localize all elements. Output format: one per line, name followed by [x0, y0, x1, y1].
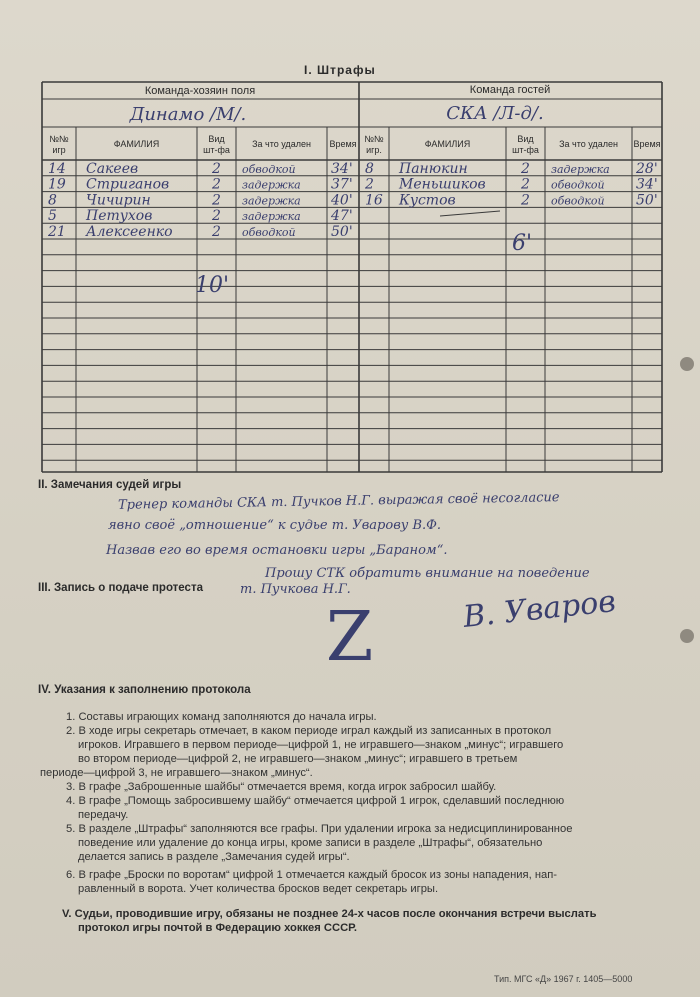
away-penalty-time: 28' — [636, 160, 658, 177]
home-penalty-name: Стриганов — [86, 176, 170, 193]
instruction-line: передачу. — [78, 809, 129, 821]
instruction-line: равленный в ворота. Учет количества бросков ведет секретарь игры. — [78, 883, 439, 895]
home-penalty-reason: задержка — [242, 178, 301, 192]
home-penalty-time: 47' — [331, 208, 353, 225]
away-penalty-number: 8 — [365, 160, 374, 177]
away-penalty-total: 6' — [511, 231, 533, 256]
instruction-line: во втором периоде—цифрой 2, не игравшего—знаком „минус“; игравшего в третьем — [78, 753, 518, 765]
home-penalty-time: 37' — [331, 176, 353, 193]
section2-title: II. Замечания судей игры — [38, 479, 182, 491]
away-penalty-number: 16 — [365, 192, 383, 209]
away-penalty-reason: обводкой — [551, 194, 605, 208]
away-col-header: игр. — [366, 145, 382, 155]
home-penalty-name: Петухов — [86, 208, 153, 225]
home-penalty-reason: задержка — [242, 210, 301, 224]
home-penalty-time: 34' — [331, 160, 353, 177]
home-penalty-number: 8 — [48, 192, 57, 209]
home-penalty-number: 14 — [48, 160, 66, 177]
home-penalty-name: Чичирин — [86, 192, 151, 209]
home-col-header: шт-фа — [203, 145, 230, 155]
section1-title: I. Штрафы — [304, 63, 376, 77]
home-col-header: игр — [52, 145, 66, 155]
protest-mark: Z — [326, 598, 374, 677]
home-penalty-reason: обводкой — [242, 226, 296, 239]
away-penalty-type: 2 — [521, 160, 530, 177]
away-penalty-time: 50' — [636, 192, 658, 209]
away-penalty-type: 2 — [521, 192, 530, 209]
home-col-header: №№ — [49, 134, 69, 144]
instruction-line: делается запись в разделе „Замечания судей игры“. — [78, 851, 350, 863]
away-penalty-name: Панюкин — [399, 160, 468, 177]
away-penalty-name: Кустов — [399, 192, 456, 209]
away-col-header: Вид — [517, 134, 534, 144]
home-penalty-type: 2 — [212, 192, 221, 209]
away-col-header: ФАМИЛИЯ — [424, 139, 471, 149]
home-penalty-number: 19 — [48, 176, 66, 193]
home-penalty-time: 40' — [331, 192, 353, 209]
home-penalty-type: 2 — [212, 224, 221, 240]
remark-line: явно своё „отношение“ к судье т. Уварову В.Ф. — [108, 518, 442, 533]
home-penalty-name: Сакеев — [86, 160, 139, 177]
home-penalty-type: 2 — [212, 176, 221, 193]
printer-imprint: Тип. МГС «Д» 1967 г. 1405—5000 — [494, 974, 633, 984]
away-col-header: шт-фа — [512, 145, 539, 155]
home-penalty-name: Алексеенко — [86, 224, 173, 240]
instruction-line: периоде—цифрой 3, не игравшего—знаком „минус“. — [40, 767, 313, 779]
away-team-name: СКА /Л-д/. — [446, 103, 544, 124]
home-col-header: Время — [329, 139, 357, 149]
home-penalty-number: 5 — [48, 208, 57, 225]
remark-line: т. Пучкова Н.Г. — [240, 582, 351, 597]
away-col-header: Время — [633, 139, 661, 149]
remark-line: Тренер команды СКА т. Пучков Н.Г. выражая своё несогласие — [117, 490, 560, 513]
home-team-name: Динамо /М/. — [129, 104, 247, 125]
instruction-line: поведение или удаление до конца игры, кроме записи в разделе „Штрафы“, обязательно — [78, 837, 543, 849]
remark-line: Прошу СТК обратить внимание на поведение — [265, 566, 590, 581]
away-penalty-name: Меньшиков — [399, 176, 486, 193]
away-col-header: За что удален — [559, 139, 618, 149]
home-penalty-time: 50' — [331, 224, 353, 240]
home-penalty-type: 2 — [212, 160, 221, 177]
instruction-line: 3. В графе „Заброшенные шайбы“ отмечается время, когда игрок забросил шайбу. — [66, 781, 497, 793]
section5-line: протокол игры почтой в Федерацию хоккея СССР. — [78, 922, 358, 934]
instruction-line: 1. Составы играющих команд заполняются до начала игры. — [66, 711, 377, 723]
home-penalty-reason: задержка — [242, 194, 301, 208]
away-penalty-type: 2 — [521, 176, 530, 193]
away-penalty-reason: обводкой — [551, 178, 605, 192]
home-penalty-reason: обводкой — [242, 162, 296, 176]
instruction-line: 4. В графе „Помощь забросившему шайбу“ отмечается цифрой 1 игрок, сделавший последнюю — [66, 795, 565, 807]
away-penalty-time: 34' — [636, 176, 658, 193]
away-penalty-reason: задержка — [551, 162, 610, 176]
section3-title: III. Запись о подаче протеста — [38, 582, 203, 594]
away-col-header: №№ — [364, 134, 384, 144]
handwritten-stroke — [440, 211, 500, 216]
referee-signature: В. Уваров — [461, 584, 618, 635]
away-penalty-number: 2 — [365, 176, 374, 193]
section5-line: V. Судьи, проводившие игру, обязаны не позднее 24-х часов после окончания встречи выслать — [62, 908, 597, 920]
section4-title: IV. Указания к заполнению протокола — [38, 684, 251, 696]
instruction-line: игроков. Игравшего в первом периоде—цифрой 1, не игравшего—знаком „минус“; игравшего — [78, 739, 564, 751]
remark-line: Назвав его во время остановки игры „Бараном“. — [106, 543, 448, 558]
home-col-header: ФАМИЛИЯ — [113, 139, 160, 149]
instruction-line: 5. В разделе „Штрафы“ заполняются все графы. При удалении игрока за недисциплинированное — [66, 823, 573, 835]
home-penalty-number: 21 — [48, 224, 66, 240]
instruction-line: 6. В графе „Броски по воротам“ цифрой 1 отмечается каждый бросок из зоны нападения, нап- — [66, 869, 558, 881]
home-team-header: Команда-хозяин поля — [144, 85, 256, 97]
home-col-header: Вид — [208, 134, 225, 144]
home-penalty-type: 2 — [212, 208, 221, 225]
home-penalty-total: 10' — [194, 273, 230, 298]
instruction-line: 2. В ходе игры секретарь отмечает, в каком периоде играл каждый из записанных в протокол — [66, 725, 552, 737]
home-col-header: За что удален — [252, 139, 311, 149]
away-team-header: Команда гостей — [469, 84, 551, 96]
